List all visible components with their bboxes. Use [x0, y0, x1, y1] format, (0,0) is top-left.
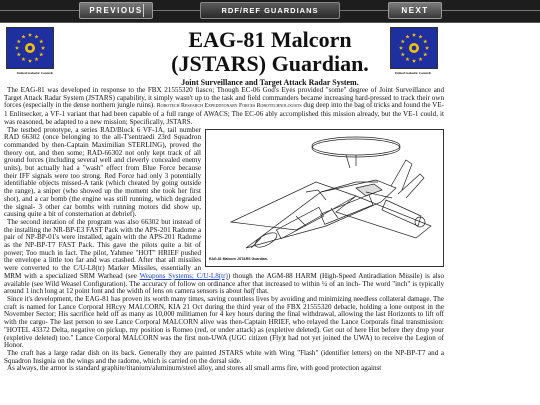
next-button-label: NEXT — [401, 6, 429, 15]
star-icon — [28, 33, 32, 37]
star-icon — [418, 57, 422, 61]
star-icon — [17, 39, 21, 43]
previous-button[interactable] — [79, 2, 153, 19]
paragraph: The craft has a large radar dish on its back. Generally they are painted JSTARS white with Wing "Flash" (identifier letters) on the NP-BP-T7 and a Squadron Insignia on the wings and the radome, which is carried on the dorsal side. — [4, 348, 444, 365]
ugc-emblem-left — [6, 27, 54, 69]
star-icon — [423, 52, 427, 56]
star-icon — [399, 46, 403, 50]
star-icon — [423, 39, 427, 43]
star-icon — [34, 57, 38, 61]
nav-divider-line — [442, 10, 540, 11]
top-navigation-bar — [0, 0, 540, 23]
nav-divider-line — [340, 10, 388, 11]
emblem-caption-right: United Galactic Council. — [394, 71, 432, 75]
star-icon — [28, 59, 32, 63]
article-body — [4, 87, 444, 373]
page-subtitle: Joint Surveillance and Target Attack Radar System. — [181, 78, 359, 87]
nav-divider-line — [153, 10, 200, 11]
star-ring-icon — [7, 28, 53, 68]
weapons-systems-link[interactable]: Weapons Systems; C/U-L8(tr) — [139, 271, 228, 280]
star-icon — [34, 35, 38, 39]
star-icon — [15, 46, 19, 50]
next-button[interactable] — [388, 2, 442, 19]
page-title: EAG-81 Malcorn (JSTARS) Guardian. — [171, 27, 369, 76]
guardian-lineart-figure — [205, 129, 444, 267]
nav-divider-line — [0, 10, 79, 11]
star-icon — [401, 39, 405, 43]
paragraph: As always, the armor is standard graphite/titanium/aluminum/steel alloy, and stores all small arms fire, with good protection against — [7, 364, 382, 373]
star-icon — [21, 57, 25, 61]
paragraph: Since it's development, the EAG-81 has proven its worth many times, saving countless lives by avoiding and minimizing needless collateral damage. The craft is named for Lance Corporal HRcyy MALCORN, KIA 21 Oct during the third year of the FBX 21555320 debacle, holding a lone outpost in the November Sector; His sacrifice held off as many as 10,000 militiamen for 4 key hours during the final withdrawal, allowing the last Horizonts to lift off with the cargo- The last person to see Lance Corporal MALCORN alive was then-Captain HRIEF, who relayed the Lance Corporals final transmission: "HOTEL 43372 Delta, negative on pickup, my position is Romeo (red, or under attack) as (expletive deleted). Get out of here Hot before they drop your (expletive deleted) too." Lance Corporal MALCORN was the first non-UWA (UGC citizen (Fly)t had not yet joined the UWA) to receive the Legion of Honor. — [4, 294, 444, 350]
star-icon — [412, 33, 416, 37]
nav-separator — [143, 4, 144, 17]
star-icon — [39, 52, 43, 56]
star-icon — [418, 35, 422, 39]
star-ring-icon — [391, 28, 437, 68]
star-icon — [405, 35, 409, 39]
guardian-aircraft-drawing — [206, 130, 443, 266]
star-icon — [412, 59, 416, 63]
previous-button-label: PREVIOUS — [89, 6, 143, 15]
emblem-caption-left: United Galactic Council. — [16, 71, 54, 75]
star-icon — [21, 35, 25, 39]
paragraph: The testbed prototype, a series RAD/Block 6 VF-1A, tail number RAD 66302 (once belonging to the all-T'sentraedi 23rd Squadron commanded by then-Captain Maximilian STERLING), proved the theory out, and then some; RAD-66302 not only kept track of all ground forces (including several well and cleverly concealed enemy units), but actually had a "wash" effect from Blue Force because their IFF signals were too strong. Red Force had only 3 potentially identifiable objects missed-A tank (which cheated by going outside the range), a sniper (who showed up the moment she took her first shot), and a car bomb (the engine was still running, which degraded the signal- 3 other car bombs with running motors did show up, causing quite a bit of consternation at debrief). — [4, 125, 201, 219]
star-icon — [41, 46, 45, 50]
section-title: RDF/REF GUARDIANS — [200, 2, 340, 19]
paragraph: The second iteration of the program was also 66302 but instead of the installing the NR-BP-E3 FAST Pack with the APS-201 Radome a pair of NP-BP-01's were installed, again with the APS-201 Radome as the NP-BP-T7 FAST Pack. This gave the pilots quite a bit of power; Too much in fact. The pilot, Yahmee "HOT" HRIEF pushed the envelope a little too far and was crashed. After that all missiles were converted to the C/U-L8(tr) Marker Missiles, essentially an MRM with a specialized SRM Warhead (see Weapons Systems; C/U-L8(tr)) though the AGM-88 HARM (High-Speed Antiradiation Missile) is also available (see Wild Weasel Configuration). The accuracy of follow on ordinance after that increased to within ¼ of an inch- The word "inch" is typically around 1 inch long at 12 point font and the width of lens on camera sensors is about half that. — [4, 217, 444, 296]
star-icon — [39, 39, 43, 43]
star-icon — [425, 46, 429, 50]
star-icon — [405, 57, 409, 61]
figure-caption: EAG-81 Malcorn JSTARS Guardian. — [209, 256, 268, 261]
star-icon — [17, 52, 21, 56]
ugc-emblem-right — [390, 27, 438, 69]
star-icon — [401, 52, 405, 56]
paragraph: The EAG-81 was developed in response to the FBX 21555320 fiasco; Though EC-06 God's Eyes provided "some" degree of Joint Surveillance and Target Attack Radar System (JSTARS) capability, it simply wasn't up to the task and field commanders became increasing hard-pressed to track their own forces (especially in the dense northern jungle ruins). Robotech Research Expeditionary Forces Robotechnologists dug deep into the bag of tricks and found the VE-1 Enlitsecker, a VF-1 variant that had been capable of a full range of AWACS; The EC-06 ably accomplished this mission already, but the VE-1 could, it was reasoned, be adapted to a new mission; Specifically, JSTARS. — [4, 86, 444, 126]
